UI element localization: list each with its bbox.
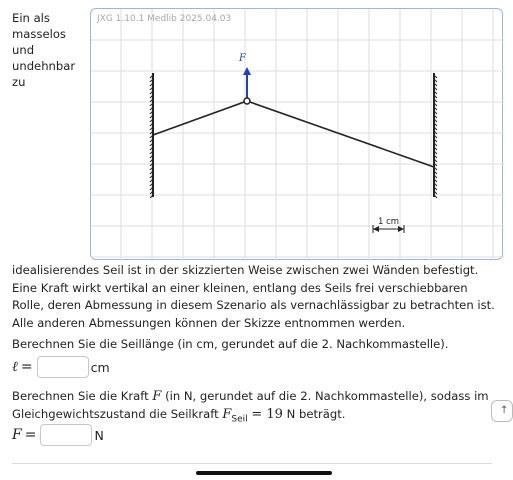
board-version-label: JXG 1.10.1 Medlib 2025.04.03: [97, 14, 232, 24]
pulley: [244, 98, 250, 104]
question1-prompt: Berechnen Sie die Seillänge (in cm, gerundet auf die 2. Nachkommastelle).: [12, 337, 449, 351]
length-equals: =: [20, 359, 33, 375]
intro-line: und: [12, 43, 35, 57]
seil-force-value: = 19: [251, 406, 283, 422]
intro-line: Ein als: [12, 11, 50, 25]
question2-prompt: [12, 388, 496, 428]
footer-divider: [12, 463, 492, 464]
force-equals: =: [24, 427, 37, 443]
force-answer-row: [12, 424, 104, 446]
force-unit: N: [94, 427, 104, 443]
force-variable-inline: F: [152, 389, 162, 404]
scale-label: 1 cm: [378, 217, 400, 227]
intro-line: masselos: [12, 27, 66, 41]
intro-text: [12, 10, 92, 90]
home-indicator[interactable]: [196, 471, 332, 475]
force-variable: F: [12, 427, 22, 443]
side-toggle-button[interactable]: ↑: [491, 400, 513, 422]
seil-subscript: Seil: [231, 413, 248, 424]
question2-text-a: Berechnen Sie die Kraft: [12, 389, 149, 403]
length-input[interactable]: [37, 356, 89, 378]
seil-force-variable: F: [222, 406, 232, 422]
length-unit: cm: [90, 359, 110, 375]
force-label: F: [239, 53, 246, 64]
length-answer-row: [12, 356, 110, 378]
question2-text-b: (in N, gerundet auf die 2. Nachkommastelle), sodass im Gleichgewichtszustand die Seilkraft: [12, 389, 489, 421]
sketch-board[interactable]: [90, 8, 503, 260]
sketch-canvas: [91, 9, 504, 261]
intro-line: undehnbar zu: [12, 59, 76, 89]
question2-text-c: beträgt.: [298, 406, 346, 421]
problem-paragraph: idealisierendes Seil ist in der skizzierten Weise zwischen zwei Wänden befestigt. Eine Kraft wirkt vertikal an einer kleinen, entlang des Seils frei verschiebbaren Rolle, deren Abmessung in diesem Szenario als vernachlässigbar zu betrachten ist. Alle anderen Abmessungen können der Skizze entnommen werden.: [12, 263, 495, 330]
force-input[interactable]: [40, 424, 92, 446]
seil-force-unit: N: [286, 406, 296, 421]
length-variable: ℓ: [12, 358, 18, 375]
rope: [153, 101, 434, 167]
